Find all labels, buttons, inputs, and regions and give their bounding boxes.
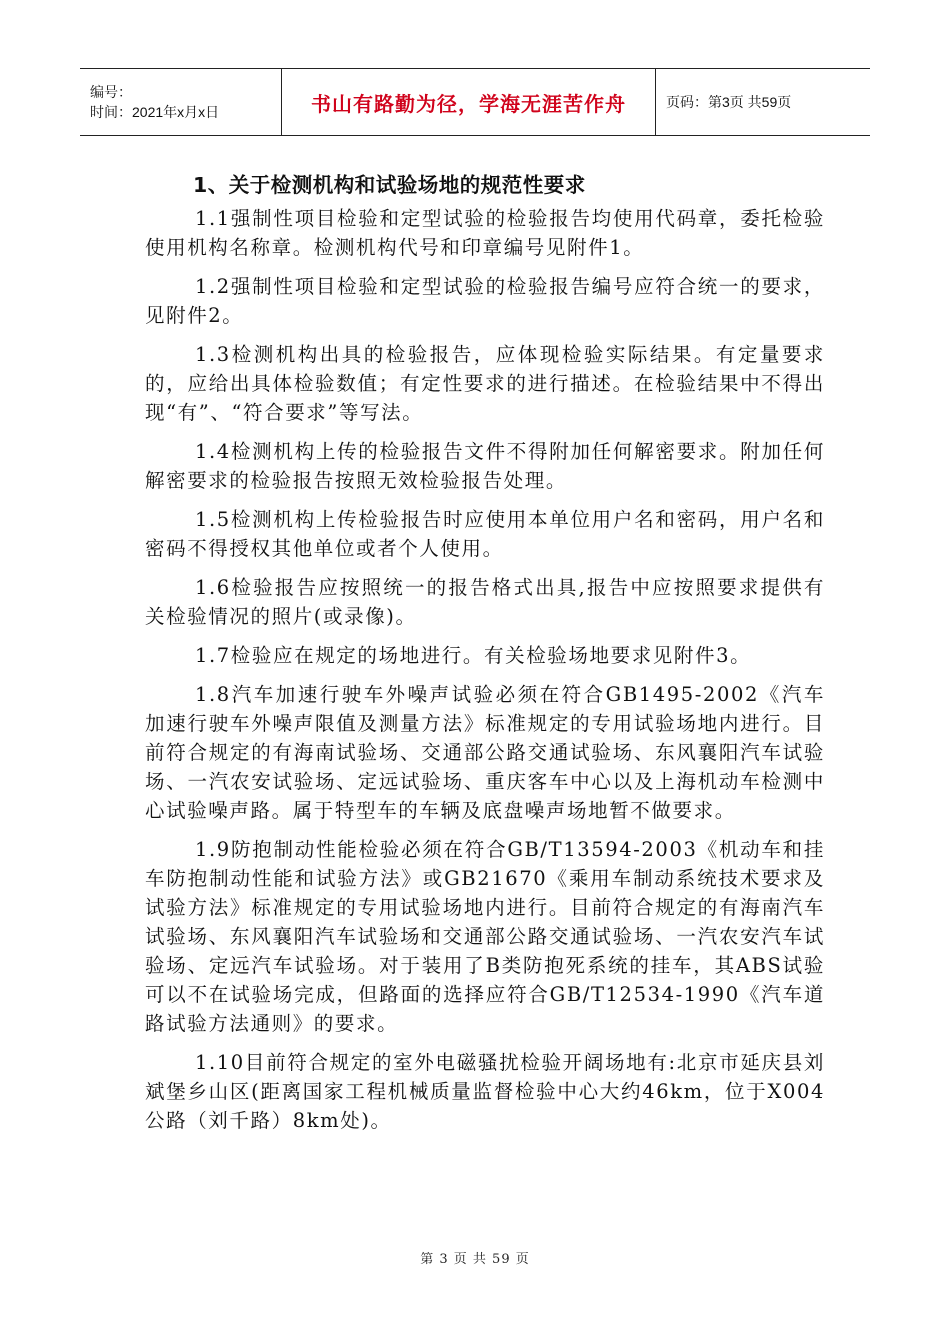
paragraph-1-6: 1.6检验报告应按照统一的报告格式出具,报告中应按照要求提供有关检验情况的照片(或录像)。 bbox=[145, 576, 825, 628]
paragraph-1-10: 1.10目前符合规定的室外电磁骚扰检验开阔场地有:北京市延庆县刘斌堡乡山区(距离国家工程机械质量监督检验中心大约46km，位于X004公路（刘千路）8km处)。 bbox=[145, 1051, 825, 1132]
paragraph-1-1: 1.1强制性项目检验和定型试验的检验报告均使用代码章，委托检验使用机构名称章。检测机构代号和印章编号见附件1。 bbox=[145, 207, 825, 259]
page-header bbox=[80, 68, 870, 136]
header-motto: 书山有路勤为径，学海无涯苦作舟 bbox=[281, 69, 656, 135]
paragraph-1-7: 1.7检验应在规定的场地进行。有关检验场地要求见附件3。 bbox=[195, 644, 752, 667]
document-date: 时间：2021年x月x日 bbox=[90, 104, 220, 120]
paragraph-1-8: 1.8汽车加速行驶车外噪声试验必须在符合GB1495-2002《汽车加速行驶车外噪声限值及测量方法》标准规定的专用试验场地内进行。目前符合规定的有海南试验场、交通部公路交通试验场、东风襄阳汽车试验场、一汽农安试验场、定远试验场、重庆客车中心以及上海机动车检测中心试验噪声路。属于特型车的车辆及底盘噪声场地暂不做要求。 bbox=[145, 683, 825, 822]
paragraph-1-4: 1.4检测机构上传的检验报告文件不得附加任何解密要求。附加任何解密要求的检验报告按照无效检验报告处理。 bbox=[145, 440, 825, 492]
document-number-label: 编号： bbox=[90, 84, 132, 100]
paragraph-1-3: 1.3检测机构出具的检验报告，应体现检验实际结果。有定量要求的，应给出具体检验数值；有定性要求的进行描述。在检验结果中不得出现“有”、“符合要求”等写法。 bbox=[145, 343, 825, 424]
paragraph-1-9: 1.9防抱制动性能检验必须在符合GB/T13594-2003《机动车和挂车防抱制动性能和试验方法》或GB21670《乘用车制动系统技术要求及试验方法》标准规定的专用试验场地内进行。目前符合规定的有海南汽车试验场、东风襄阳汽车试验场和交通部公路交通试验场、一汽农安汽车试验场、定远汽车试验场。对于装用了B类防抱死系统的挂车，其ABS试验可以不在试验场完成，但路面的选择应符合GB/T12534-1990《汽车道路试验方法通则》的要求。 bbox=[145, 838, 825, 1035]
header-meta bbox=[80, 69, 281, 135]
paragraph-1-2: 1.2强制性项目检验和定型试验的检验报告编号应符合统一的要求，见附件2。 bbox=[145, 275, 825, 327]
paragraph-1-5: 1.5检测机构上传检验报告时应使用本单位用户名和密码，用户名和密码不得授权其他单位或者个人使用。 bbox=[145, 508, 825, 560]
section-title: 1、关于检测机构和试验场地的规范性要求 bbox=[193, 173, 586, 197]
header-page-info: 页码：第3页 共59页 bbox=[666, 94, 792, 110]
document-body bbox=[145, 170, 825, 1145]
page-footer-number: 第 3 页 共 59 页 bbox=[420, 1252, 530, 1267]
